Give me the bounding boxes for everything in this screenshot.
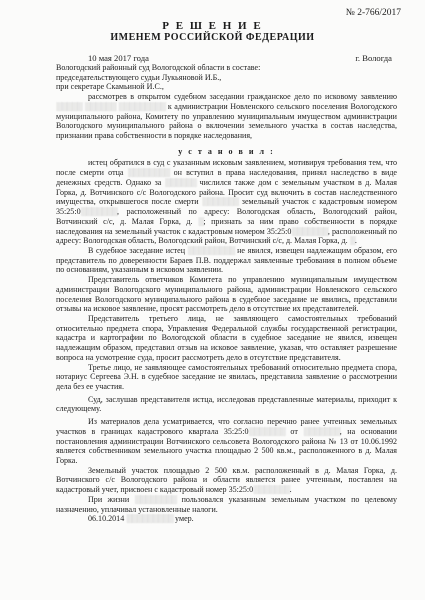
document-title: Р Е Ш Е Н И Е [162, 20, 263, 32]
paragraph: истец обратился в суд с указанным исковым заявлением, мотивируя требования тем, что после смерти отца ░░░░░░░░ он вступил в права наследования, принял наследство в виде денежных средств. Однако за ░░░░░░ числился также дом с земельным участком в д. Малая Горка, д. Вотчинского с/с Вологодского района. Просит суд включить в состав наследственного имущества, открывшегося после смерти ░░░░░░░ земельный участок с кадастровым номером 35:25:0░░░░░░░, расположенный по адресу: Вологодская область, Вологодский район, Вотчинский с/с, д. Малая Горка, д. ░; признать за ним право собственности в порядке наследования на земельный участок с кадастровым номером 35:25:0░░░░░░░, расположенный по адресу: Вологодская область, Вологодский район, Вотчинский с/с, д. Малая Горка, д. ░. [56, 158, 397, 246]
redacted-text: ░░░░░░░░░ [118, 101, 166, 111]
paragraph: рассмотрев в открытом судебном заседании гражданское дело по исковому заявлению ░░░░░ ░░░░░░ ░░░░░░░░░ к администрации Новленского сельского поселения Вологодского муниципального района, Комитету по управлению муниципальным имуществом администрации Вологодского муниципального района о включении земельного участка в состав наследства, признании права собственности в порядке наследования, [56, 92, 398, 141]
paragraph: При жизни ░░░░░░░░ пользовался указанным земельным участком по целевому назначению, уплачивал установленные налоги. [56, 494, 397, 514]
decision-date: 10 мая 2017 года [88, 53, 149, 63]
redacted-text: ░░░░░░░ [80, 207, 118, 217]
redacted-text: ░░░░░░░░░ [187, 245, 235, 255]
paragraph: Из материалов дела усматривается, что согласно перечню ранее учтенных земельных участков в границах кадастрового квартала 35:25:0░░░░░░░ от ░░░░░░░, на основании постановления администрации Вотчинского сельсовета Вологодского района № 13 от 10.06.1992 является собственником земельного участка площадью 2 500 кв.м., расположенного в д. Малая Горка. [56, 417, 397, 466]
paragraph: Третье лицо, не заявляющее самостоятельных требований относительно предмета спора, нотариус Сергеева Э.Н. в судебное заседание не явилась, представила заявление о рассмотрении дела без ее участия. [56, 362, 397, 391]
redacted-text: ░░░░░░ [84, 101, 116, 111]
redacted-text: ░░░░░░░░░ [126, 514, 174, 524]
paragraph: Представитель ответчиков Комитета по управлению муниципальным имуществом администрации Вологодского муниципального района, администрации Новленского сельского поселения Вологодского муниципального района в судебное заседание не явились, представили отзывы на исковое заявление, просят рассмотреть дело в отсутствие их представителей. [56, 275, 397, 314]
document-subtitle: ИМЕНЕМ РОССИЙСКОЙ ФЕДЕРАЦИИ [110, 32, 315, 43]
redacted-text: ░░░░░░░░ [127, 168, 170, 178]
case-number: № 2-766/2017 [345, 8, 401, 18]
intro-line: председательствующего судьи Лукьяновой И.Б., [56, 72, 222, 82]
redacted-text: ░░░░░░░ [303, 426, 340, 436]
paragraph: 06.10.2014 ░░░░░░░░░ умер. [88, 514, 194, 524]
redacted-text: ░ [349, 236, 355, 246]
paragraph: В судебное заседание истец ░░░░░░░░░ не явился, извещен надлежащим образом, его представитель по доверенности Бараев П.В. поддержал заявленные требования в полном объеме по основаниям, указанным в исковом заявлении. [56, 245, 397, 275]
redacted-text: ░░░░░░░ [253, 485, 290, 495]
paragraph: Земельный участок площадью 2 500 кв.м. расположенный в д. Малая Горка, д. Вотчинского с/с Вологодского района и области является ранее учтенным, поставлен на кадастровый учет, присвоен с кадастровый номер 35:25:0░░░░░░░. [56, 465, 397, 495]
section-heading-ustanovil: у с т а н о в и л : [178, 146, 275, 156]
decision-city: г. Вологда [355, 53, 392, 63]
redacted-text: ░░░░░░ [164, 177, 197, 187]
redacted-text: ░ [198, 216, 204, 226]
intro-line: Вологодский районный суд Вологодской области в составе: [56, 63, 261, 72]
title-block [0, 20, 425, 44]
redacted-text: ░░░░░░░░ [134, 494, 177, 504]
redacted-text: ░░░░░ [56, 101, 83, 111]
intro-line: при секретаре Скамьиной И.С., [56, 82, 164, 92]
paragraph: Представитель третьего лица, не заявляющего самостоятельных требований относительно предмета спора, Управления Федеральной службы государственной регистрации, кадастра и картографии по Вологодской области в судебное заседание не явился, извещен надлежащим образом, представил отзыв на исковое заявление, указав, что оставляет разрешение вопроса на усмотрение суда, просит рассмотреть дело в отсутствие представителя. [56, 313, 397, 362]
paragraph: Суд, заслушав представителя истца, исследовав представленные материалы, приходит к следующему. [56, 394, 397, 414]
document-body [56, 63, 397, 524]
dateline [88, 53, 392, 63]
redacted-text: ░░░░░░░ [201, 197, 239, 207]
redacted-text: ░░░░░░░ [248, 426, 285, 436]
redacted-text: ░░░░░░░ [291, 226, 328, 236]
